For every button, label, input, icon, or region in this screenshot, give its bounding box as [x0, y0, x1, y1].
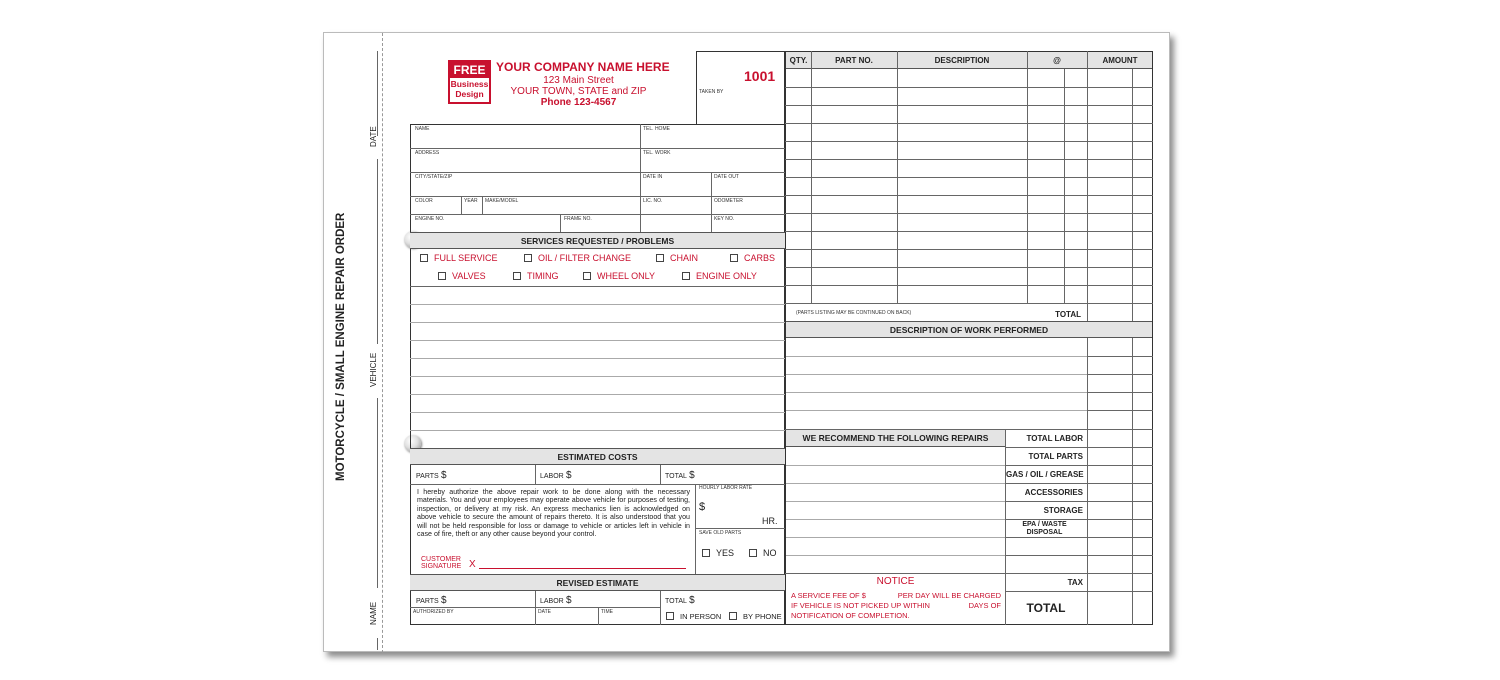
checkbox[interactable] [420, 254, 428, 262]
in-person-option[interactable]: IN PERSON [666, 612, 721, 621]
logo-design: Design [455, 89, 484, 99]
frame-no-label: FRAME NO. [564, 216, 592, 222]
grand-total-label: TOTAL [1026, 601, 1066, 615]
hr-label: HR. [762, 516, 778, 526]
option-oil-filter-change[interactable]: OIL / FILTER CHANGE [524, 253, 631, 263]
taken-by-label: TAKEN BY [699, 89, 724, 95]
parts-continued-note: (PARTS LISTING MAY BE CONTINUED ON BACK) [796, 310, 912, 316]
stub-vehicle-line-2 [377, 398, 378, 588]
option-engine-only[interactable]: ENGINE ONLY [682, 271, 757, 281]
est-total: TOTAL $ [665, 470, 695, 481]
est-parts: PARTS $ [416, 470, 447, 481]
company-street: 123 Main Street [543, 75, 614, 86]
save-old-parts-label: SAVE OLD PARTS [699, 530, 742, 536]
stub-date-label: DATE [369, 126, 378, 147]
storage-label: STORAGE [1043, 506, 1083, 515]
hourly-labor-rate-label: HOURLY LABOR RATE [699, 485, 753, 491]
notice-title: NOTICE [876, 576, 915, 587]
tel-work-label: TEL. WORK [643, 150, 671, 156]
gas-oil-grease-label: GAS / OIL / GREASE [1006, 470, 1084, 479]
option-full-service[interactable]: FULL SERVICE [420, 253, 498, 263]
description-header: DESCRIPTION [934, 56, 990, 65]
checkbox[interactable] [513, 272, 521, 280]
total-labor-label: TOTAL LABOR [1026, 434, 1083, 443]
stub-name-line [377, 638, 378, 650]
repair-order-form [323, 32, 1170, 652]
signature-line[interactable] [479, 568, 686, 569]
tel-home-label: TEL. HOME [643, 126, 670, 132]
services-header: SERVICES REQUESTED / PROBLEMS [410, 232, 785, 249]
recommend-header: WE RECOMMEND THE FOLLOWING REPAIRS [786, 430, 1005, 447]
logo [448, 60, 491, 104]
order-number: 1001 [744, 68, 776, 84]
rev-parts: PARTS $ [416, 595, 447, 606]
company-city: YOUR TOWN, STATE and ZIP [510, 86, 647, 97]
stub-date-line [377, 51, 378, 136]
address-label: ADDRESS [415, 150, 440, 156]
option-valves[interactable]: VALVES [438, 271, 486, 281]
stub-vehicle-label: VEHICLE [369, 352, 378, 387]
signature-mark: X [469, 559, 476, 570]
checkbox[interactable] [730, 254, 738, 262]
checkbox[interactable] [729, 612, 737, 620]
city-state-zip-label: CITY/STATE/ZIP [415, 174, 453, 180]
parts-total-label: TOTAL [1055, 310, 1081, 319]
rev-time-label: TIME [601, 609, 613, 615]
rev-total: TOTAL $ [665, 595, 695, 606]
by-phone-option[interactable]: BY PHONE [729, 612, 782, 621]
company-address [496, 75, 661, 108]
total-parts-label: TOTAL PARTS [1028, 452, 1083, 461]
make-model-label: MAKE/MODEL [485, 198, 519, 204]
epa-waste-disposal-label: EPA / WASTE DISPOSAL [1022, 521, 1067, 536]
parts-and-totals-area [785, 51, 1153, 625]
revised-estimate-header: REVISED ESTIMATE [410, 574, 785, 591]
engine-no-label: ENGINE NO. [415, 216, 445, 222]
rev-date-label: DATE [538, 609, 551, 615]
checkbox[interactable] [749, 549, 757, 557]
year-label: YEAR [464, 198, 478, 204]
work-performed-header: DESCRIPTION OF WORK PERFORMED [786, 321, 1152, 338]
at-header: @ [1053, 56, 1061, 65]
qty-header: QTY. [789, 56, 808, 65]
customer-signature-label: CUSTOMER SIGNATURE [421, 556, 462, 570]
est-labor: LABOR $ [540, 470, 572, 481]
option-timing[interactable]: TIMING [513, 271, 559, 281]
save-parts-no[interactable]: NO [749, 548, 777, 558]
checkbox[interactable] [702, 549, 710, 557]
stub-name-label: NAME [369, 601, 378, 625]
stub-vehicle-line [377, 159, 378, 344]
rev-labor: LABOR $ [540, 595, 572, 606]
checkbox[interactable] [682, 272, 690, 280]
date-out-label: DATE OUT [714, 174, 739, 180]
company-name: YOUR COMPANY NAME HERE [496, 60, 670, 74]
perforation-line [382, 33, 383, 653]
form-title: MOTORCYCLE / SMALL ENGINE REPAIR ORDER [335, 212, 347, 481]
save-parts-yes[interactable]: YES [702, 548, 734, 558]
order-number-box [696, 51, 785, 124]
checkbox[interactable] [438, 272, 446, 280]
option-wheel-only[interactable]: WHEEL ONLY [583, 271, 655, 281]
odometer-label: ODOMETER [714, 198, 743, 204]
tax-label: TAX [1067, 578, 1083, 587]
hourly-rate-currency: $ [699, 501, 706, 513]
part-no-header: PART NO. [835, 56, 873, 65]
estimated-costs-header: ESTIMATED COSTS [410, 448, 785, 465]
logo-free: FREE [450, 62, 489, 78]
key-no-label: KEY NO. [714, 216, 735, 222]
accessories-label: ACCESSORIES [1024, 488, 1083, 497]
checkbox[interactable] [583, 272, 591, 280]
company-phone: Phone 123-4567 [540, 97, 617, 108]
authorization-text: I hereby authorize the above repair work to be done along with the necessary materials. You and your employees may operate above vehicle for purposes of testing, inspection, or delivery at my risk. An express mechanics lien is acknowledged on above vehicle to secure the amount of repairs thereto. It is also understood that you will not be held responsible for loss or damage to vehicle or articles left in vehicle in case of fire, theft or any other cause beyond your control. [417, 488, 690, 539]
checkbox[interactable] [656, 254, 664, 262]
notice-text: A SERVICE FEE OF $ PER DAY WILL BE CHARGED IF VEHICLE IS NOT PICKED UP WITHIN DAYS OF NOTIFICATION OF COMPLETION. [791, 591, 1001, 620]
amount-header: AMOUNT [1102, 56, 1138, 65]
color-label: COLOR [415, 198, 433, 204]
lic-no-label: LIC. NO. [643, 198, 663, 204]
checkbox[interactable] [524, 254, 532, 262]
date-in-label: DATE IN [643, 174, 663, 180]
checkbox[interactable] [666, 612, 674, 620]
authorized-by-label: AUTHORIZED BY [413, 609, 454, 615]
option-carbs[interactable]: CARBS [730, 253, 775, 263]
option-chain[interactable]: CHAIN [656, 253, 698, 263]
name-field-label: NAME [415, 126, 430, 132]
logo-business: Business [450, 79, 489, 89]
